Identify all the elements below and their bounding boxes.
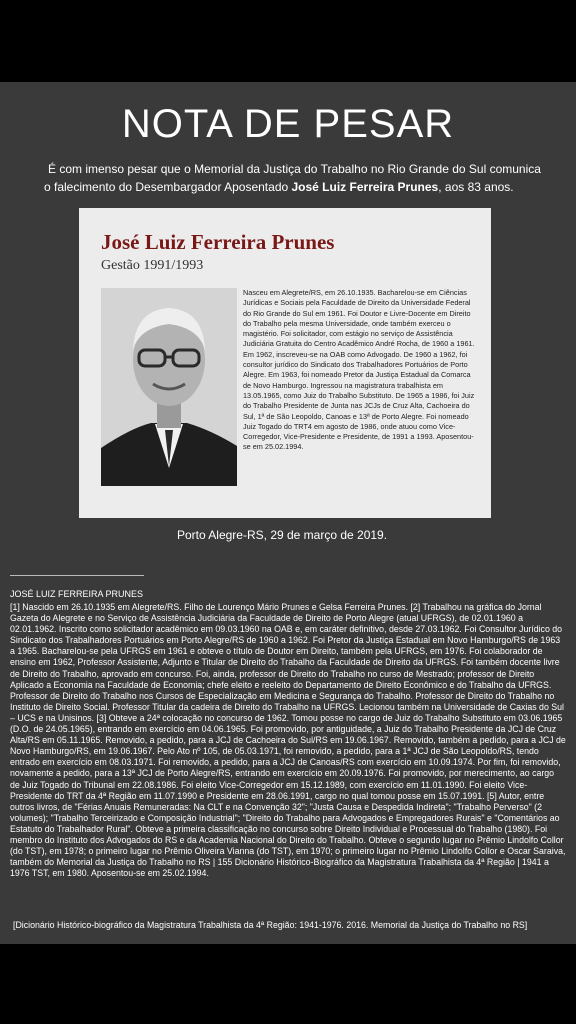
- intro-paragraph: [44, 160, 544, 196]
- place-and-date: Porto Alegre-RS, 29 de março de 2019.: [176, 528, 388, 542]
- biography-card: [79, 208, 491, 518]
- footnote-divider: [10, 575, 144, 576]
- intro-text-before: É com imenso pesar que o Memorial da Justiça do Trabalho no Rio Grande do Sul comunica o falecimento do Desembargador Aposentado: [44, 162, 541, 194]
- card-term: Gestão 1991/1993: [101, 258, 204, 273]
- navigation-bar: [0, 944, 576, 1024]
- footnotes-heading: JOSÉ LUIZ FERREIRA PRUNES: [10, 589, 144, 599]
- footnotes-body: [1] Nascido em 26.10.1935 em Alegrete/RS. Filho de Lourenço Mário Prunes e Gelsa Ferreira Prunes. [2] Trabalhou na gráfica do Jornal Gazeta do Alegrete e no Serviço de Assistência Judiciária da Faculdade de Direito de Porto Alegre (atual UFRGS), de 02.01.1960 a 02.01.1962. Inscrito como solicitador acadêmico em 09.03.1960 na OAB e, em caráter definitivo, desde 27.03.1962. Foi Consultor Jurídico do Sindicato dos Trabalhadores Portuários em Porto Alegre/RS de 1960 a 1962. Foi Pretor da Justiça Estadual em Novo Hamburgo/RS de 1963 a 1965. Bacharelou-se pela UFRGS em 1961 e obteve o título de Doutor em Direito, também pela UFRGS, em 1976. Foi colaborador de ensino em 1962, Professor Assistente, Adjunto e Titular de Direito do Trabalho da Faculdade de Direito da UFRGS. Foi também docente livre de Direito do Trabalho, aprovado em concurso. Foi, ainda, professor de Direito do Trabalho no curso de Mestrado; professor de Direito Aplicado a Economia na Faculdade de Economia; chefe eleito e reeleito do Departamento de Direito Econômico e do Trabalho da UFRGS. Professor de Direito do Trabalho nos Cursos de Especialização em Medicina e Segurança do Trabalho. Professor de Direito do Trabalho no Instituto de Direito Social. Professor Titular da cadeira de Direito do Trabalho na UFRGS. Lecionou também na Universidade de Caxias do Sul – UCS e na Unisinos. [3] Obteve a 24ª colocação no concurso de 1962. Tomou posse no cargo de Juiz do Trabalho Substituto em 03.06.1965 (D.O. de 24.05.1965), entrando em exercício em 04.06.1965. Foi promovido, por antiguidade, a Juiz do Trabalho Presidente da JCJ de Cruz Alta/RS em 05.11.1965. Removido, a pedido, para a JCJ de Cachoeira do Sul/RS em 19.06.1967. Removido, também a pedido, para a JCJ de Novo Hamburgo/RS, em 19.06.1967. Pelo Ato nº 105, de 05.03.1971, foi removido, a pedido, para a 1ª JCJ de São Leopoldo/RS, tendo entrado em exercício em 08.03.1971. Foi removido, a pedido, para a JCJ de Canoas/RS com exercício em 10.09.1974. Por fim, foi removido, novamente a pedido, para a 13ª JCJ de Porto Alegre/RS, entrando em exercício em 20.09.1976. Foi promovido, por merecimento, ao cargo de Juiz Togado do Tribunal em 22.08.1986. Foi eleito Vice-Corregedor em 15.12.1989, com exercício em 11.01.1990. Foi eleito Vice-Presidente do TRT da 4ª Região em 11.07.1990 e Presidente em 28.06.1991, cargo no qual tomou posse em 15.07.1991. [5] Autor, entre outros livros, de "Férias Anuais Remuneradas: Na CLT e na Convenção 32"; "Justa Causa e Despedida Indireta"; "Trabalho Perverso" (2 volumes); "Trabalho Terceirizado e Composição Industrial"; "Direito do Trabalho para Advogados e Empregadores Rurais" e "Comentários ao Estatuto do Trabalhador Rural". Obteve a primeira classificação no concurso sobre Direito Individual e Processual do Trabalho (1980). Foi membro do Instituto dos Advogados do RS e da Academia Nacional do Direito do Trabalho. Obteve o segundo lugar no Prêmio Lindolfo Collor (do TST), em 1978; o primeiro lugar no Prêmio Oliveira Vianna (do TST), em 1970; o primeiro lugar no Prêmio Lindolfo Collor e Oscar Saraiva, também do Memorial da Justiça do Trabalho no RS | 155 Dicionário Histórico-Biográfico da Magistratura Trabalhista da 4ª Região | 1941 a 1976 TST, em 1980. Aposentou-se em 25.02.1994.: [10, 602, 566, 879]
- status-bar: [0, 0, 576, 82]
- condolence-note: [0, 82, 576, 944]
- portrait-photo: [101, 288, 237, 486]
- page-title: NOTA DE PESAR: [121, 102, 455, 146]
- footnotes-source: [Dicionário Histórico-biográfico da Magistratura Trabalhista da 4ª Região: 1941-1976. 2016. Memorial da Justiça do Trabalho no RS]: [13, 920, 528, 930]
- card-name: José Luiz Ferreira Prunes: [101, 230, 335, 254]
- intro-name: José Luiz Ferreira Prunes: [291, 180, 439, 194]
- portrait-illustration: [101, 288, 237, 486]
- intro-text-after: , aos 83 anos.: [438, 180, 514, 194]
- card-biography: Nasceu em Alegrete/RS, em 26.10.1935. Bacharelou-se em Ciências Jurídicas e Sociais pela Faculdade de Direito da Universidade Federal do Rio Grande do Sul em 1961. Foi Doutor e Livre-Docente em Direito do Trabalho pela mesma Universidade, onde também exerceu o magistério. Foi solicitador, com estágio no serviço de Assistência Judiciária Gratuita do Centro Acadêmico André Rocha, de 1960 a 1961. Em 1962, inscreveu-se na OAB como Advogado. De 1960 a 1962, foi consultor jurídico do Sindicato dos Trabalhadores Portuários de Porto Alegre. Em 1963, foi nomeado Pretor da Justiça Estadual da Comarca de Novo Hamburgo. Ingressou na magistratura trabalhista em 13.05.1965, como Juiz do Trabalho Substituto. De 1965 a 1986, foi Juiz do Trabalho Presidente de Junta nas JCJs de Cruz Alta, Cachoeira do Sul, 1ª de São Leopoldo, Canoas e 13ª de Porto Alegre. Foi nomeado Juiz Togado do TRT4 em agosto de 1986, onde atuou como Vice-Corregedor, Vice-Presidente e Presidente, de 1991 a 1993. Aposentou-se em 25.02.1994.: [243, 288, 475, 452]
